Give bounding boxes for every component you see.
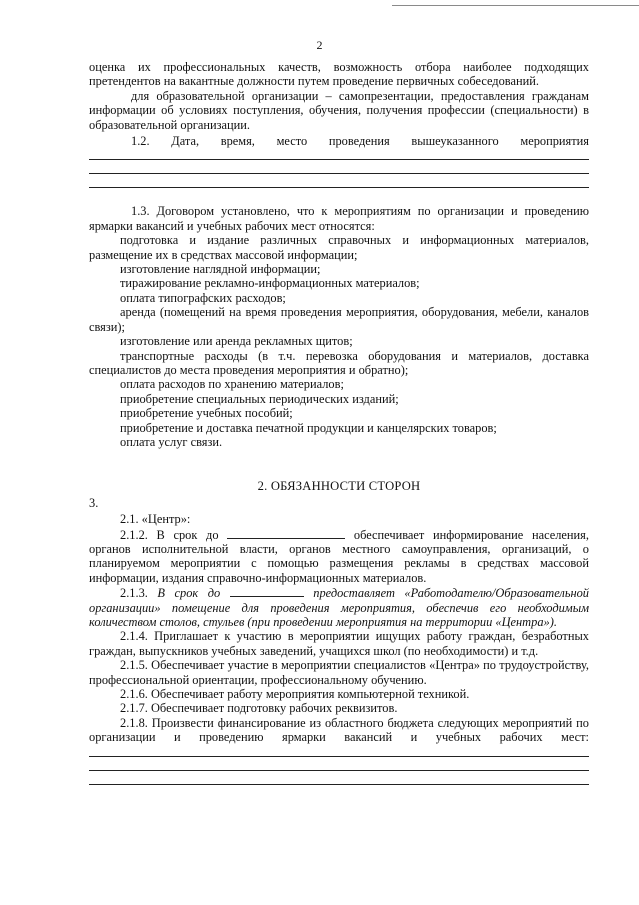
paragraph-2-1-2 bbox=[89, 527, 589, 586]
list-item: оплата типографских расходов; bbox=[120, 290, 286, 305]
clause-2-1-3-text: предоставляет «Работодателю/Образовательной организации» помещение для проведения мероприятия, обеспечив его необходимым количеством столов, стульев (при проведении мероприятия на территории «Центра»). bbox=[89, 586, 589, 629]
clause-2-1-3-start: В срок до bbox=[157, 586, 221, 601]
paragraph-date-place: 1.2. Дата, время, место проведения вышеуказанного мероприятия bbox=[131, 134, 589, 149]
clause-2-1-2-start: 2.1.2. В срок до bbox=[120, 527, 219, 542]
section-heading-obligations: 2. ОБЯЗАННОСТИ СТОРОН bbox=[257, 479, 421, 494]
stray-number: 3. bbox=[89, 495, 99, 510]
list-item: изготовление или аренда рекламных щитов; bbox=[120, 334, 353, 349]
list-item: изготовление наглядной информации; bbox=[120, 262, 321, 277]
blank-fill-line-4 bbox=[89, 743, 589, 757]
list-item: приобретение и доставка печатной продукции и канцелярских товаров; bbox=[120, 420, 497, 435]
scan-edge-line bbox=[392, 5, 639, 6]
activities-list bbox=[89, 233, 589, 449]
list-item: приобретение учебных пособий; bbox=[120, 406, 293, 421]
page-number: 2 bbox=[316, 38, 323, 52]
clause-2-1-3-number: 2.1.3. bbox=[120, 586, 148, 601]
blank-fill-line-6 bbox=[89, 771, 589, 785]
blank-date-field bbox=[230, 585, 304, 597]
paragraph-2-1-4: 2.1.4. Приглашает к участию в мероприятии ищущих работу граждан, безработных граждан, выпускников учебных заведений, учащихся школ (по необходимости) и т.д. bbox=[89, 629, 589, 658]
paragraph-2-1-5: 2.1.5. Обеспечивает участие в мероприятии специалистов «Центра» по трудоустройству, профессиональной ориентации, профессиональному обучению. bbox=[89, 658, 589, 687]
list-item: аренда (помещений на время проведения мероприятия, оборудования, мебели, каналов связи); bbox=[89, 305, 589, 334]
blank-fill-line-3 bbox=[89, 174, 589, 188]
blank-date-field bbox=[227, 527, 345, 539]
list-item: тиражирование рекламно-информационных материалов; bbox=[120, 276, 420, 291]
list-item: оплата расходов по хранению материалов; bbox=[120, 377, 344, 392]
paragraph-edu-org: для образовательной организации – самопрезентации, предоставления гражданам информации об условиях поступления, обучения, получения профессии (специальности) в образовательной организации. bbox=[89, 88, 589, 132]
paragraph-2-1-3 bbox=[89, 585, 589, 629]
clause-2-1-2-text: обеспечивает информирование населения, органов исполнительной власти, органов местного самоуправления, организаций, о планируемом мероприятии с помощью размещения рекламы в средствах массовой информации, издания справочно-информационных материалов. bbox=[89, 527, 589, 585]
blank-fill-line-1 bbox=[89, 146, 589, 160]
blank-fill-line-2 bbox=[89, 160, 589, 174]
list-item: приобретение специальных периодических изданий; bbox=[120, 391, 399, 406]
paragraph-2-1-8: 2.1.8. Произвести финансирование из областного бюджета следующих мероприятий по организации и проведению ярмарки вакансий и учебных рабочих мест: bbox=[89, 715, 589, 745]
list-item: оплата услуг связи. bbox=[120, 434, 223, 449]
paragraph-evaluation: оценка их профессиональных качеств, возможность отбора наиболее подходящих претендентов на вакантные должности путем проведение первичных собеседований. bbox=[89, 60, 589, 89]
document-body bbox=[89, 60, 589, 785]
paragraph-2-1-6: 2.1.6. Обеспечивает работу мероприятия компьютерной техникой. bbox=[120, 687, 470, 702]
paragraph-2-1-7: 2.1.7. Обеспечивает подготовку рабочих реквизитов. bbox=[120, 701, 398, 716]
list-item: транспортные расходы (в т.ч. перевозка оборудования и материалов, доставка специалистов до места проведения мероприятия и обратно); bbox=[89, 348, 589, 377]
list-item: подготовка и издание различных справочных и информационных материалов, размещение их в средствах массовой информации; bbox=[89, 233, 589, 262]
paragraph-1-3: 1.3. Договором установлено, что к мероприятиям по организации и проведению ярмарки вакансий и учебных рабочих мест относятся: bbox=[89, 204, 589, 233]
blank-fill-line-5 bbox=[89, 757, 589, 771]
paragraph-2-1: 2.1. «Центр»: bbox=[120, 512, 191, 527]
